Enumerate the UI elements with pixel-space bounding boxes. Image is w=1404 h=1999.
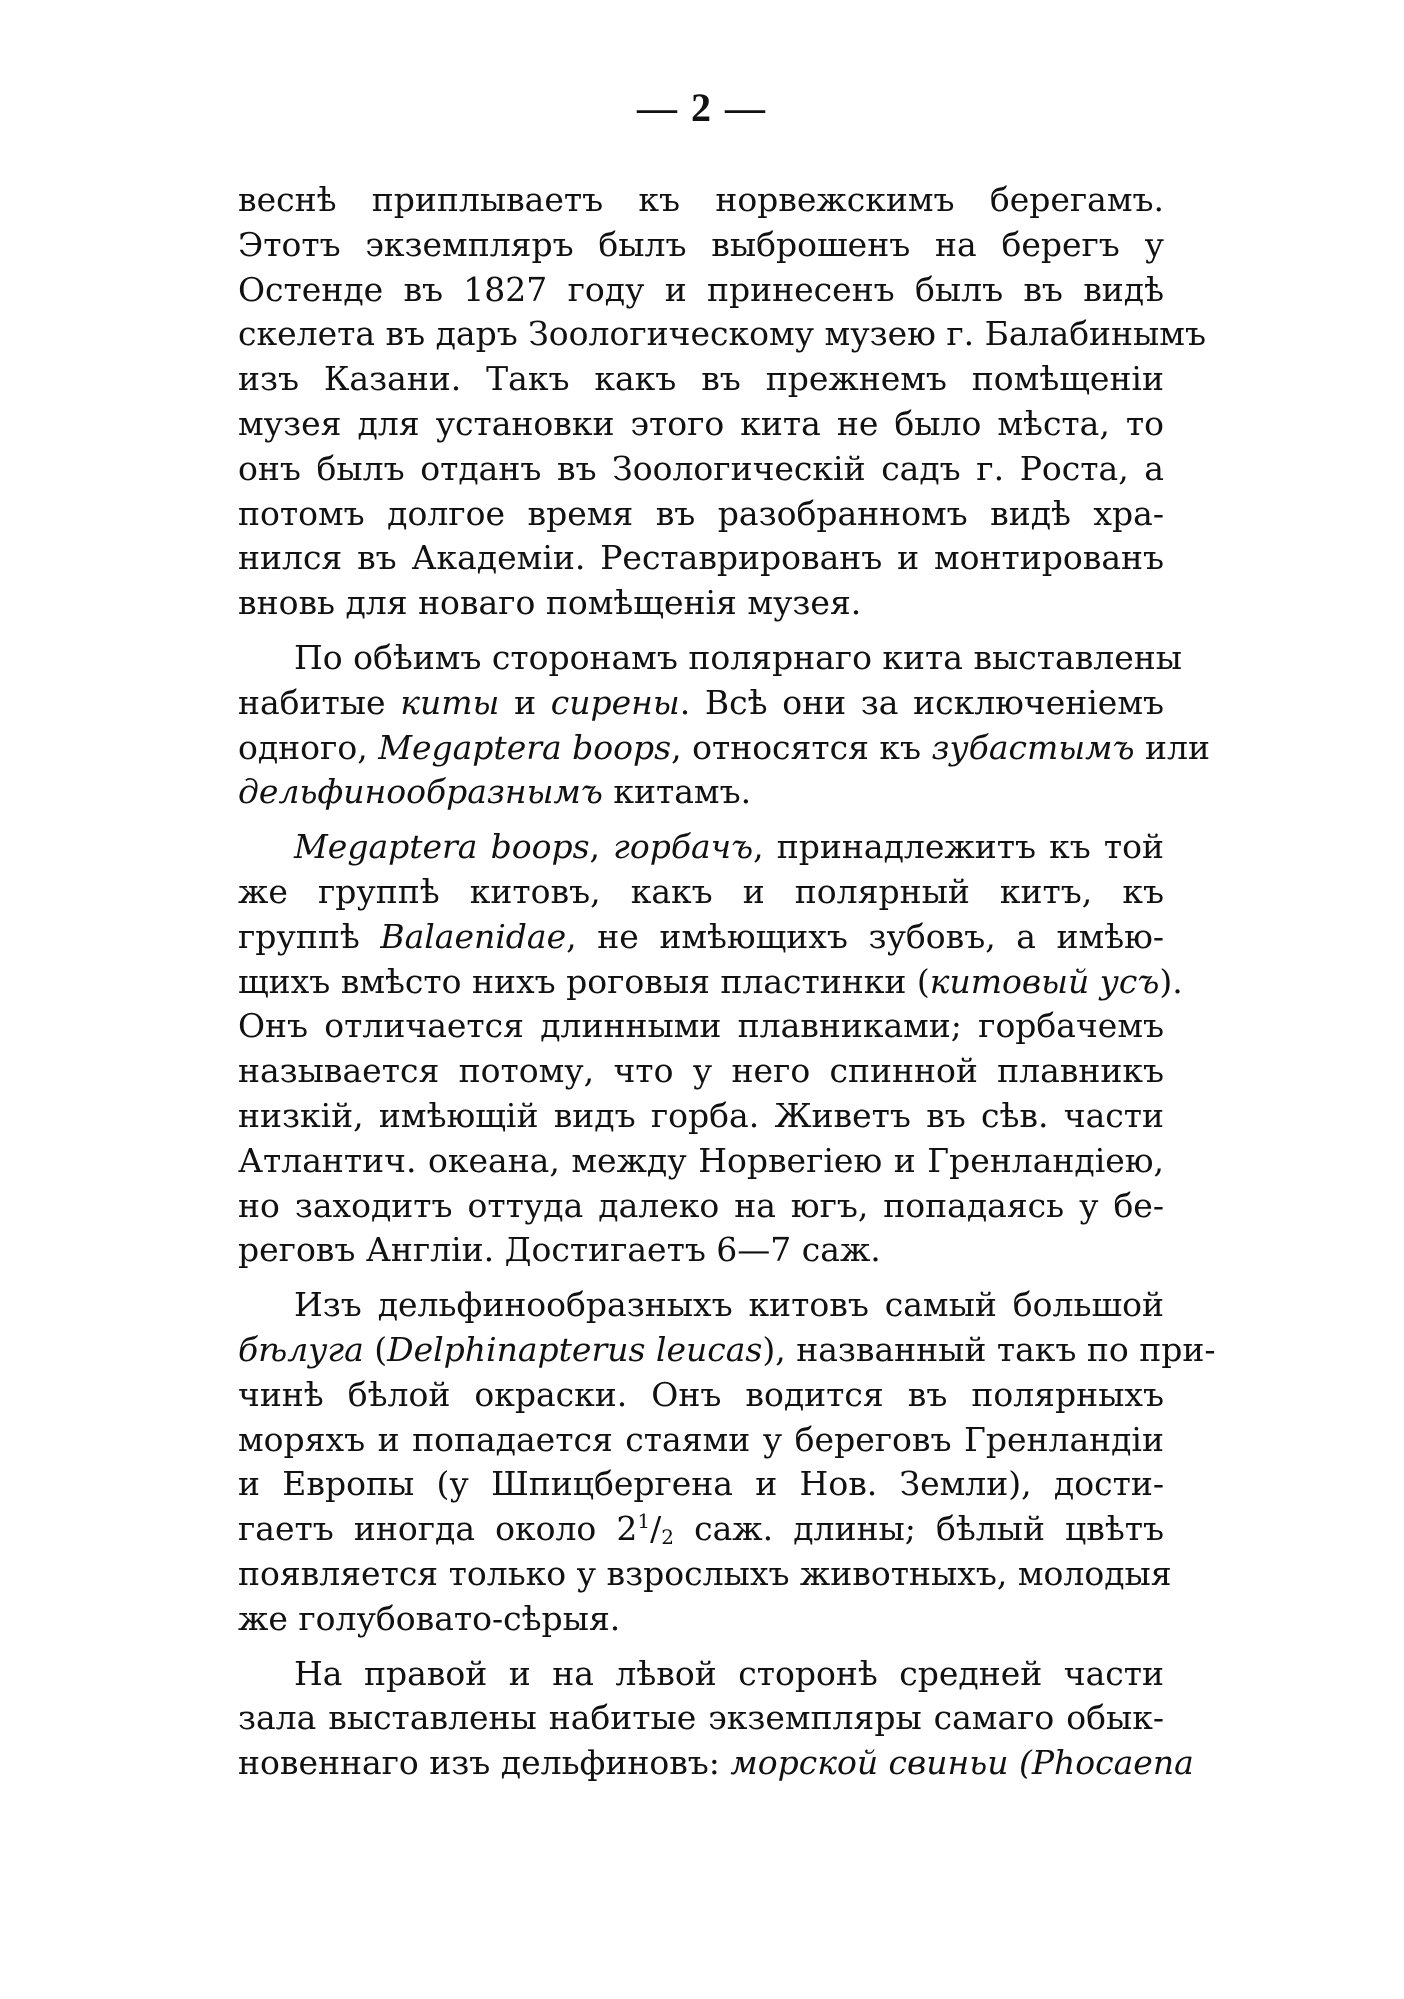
text-line: Этотъ экземпляръ былъ выброшенъ на берегъ у [238,224,1164,264]
text-line: набитые киты и сирены. Всѣ они за исключеніемъ [238,682,1164,722]
paragraph-3 [238,825,1183,1273]
text-line: вновь для новаго помѣщенія музея. [238,583,862,623]
text-line: онъ былъ отданъ въ Зоологическій садъ г. Роста, а [238,448,1164,488]
text-line: низкій, имѣющій видъ горба. Живетъ въ сѣв. части [238,1095,1164,1135]
text-line: новеннаго изъ дельфиновъ: морской свиньи (Phocaena [238,1743,1194,1783]
text-line: но заходитъ оттуда далеко на югъ, попадаясь у бе- [238,1185,1164,1225]
body-text [238,178,1216,1786]
text-line: одного, Megaptera boops, относятся къ зубастымъ или [238,727,1210,767]
text-line: бѣлуга (Delphinapterus leucas), названный такъ по при- [238,1329,1216,1369]
text-line: нился въ Академіи. Реставрированъ и монтированъ [238,538,1164,578]
text-line: потомъ долгое время въ разобранномъ видѣ хра- [238,493,1164,533]
text-line: На правой и на лѣвой сторонѣ средней части [294,1653,1164,1693]
paragraph-5 [238,1652,1194,1786]
text-line: же группѣ китовъ, какъ и полярный китъ, къ [238,871,1164,911]
text-line: и Европы (у Шпицбергена и Нов. Земли), дости- [238,1464,1164,1504]
text-line: Остенде въ 1827 году и принесенъ былъ въ видѣ [238,269,1164,309]
text-line: Атлантич. океана, между Норвегіею и Гренландіею, [238,1140,1164,1180]
paragraph-1 [238,178,1206,626]
text-line: реговъ Англіи. Достигаетъ 6—7 саж. [238,1230,881,1270]
paragraph-2 [238,636,1210,815]
text-line: моряхъ и попадается стаями у береговъ Гренландіи [238,1419,1164,1459]
text-line: музея для установки этого кита не было мѣста, то [238,403,1164,443]
text-line: Megaptera boops, горбачъ, принадлежитъ къ той [294,827,1164,867]
text-line: щихъ вмѣсто нихъ роговыя пластинки (китовый усъ). [238,961,1183,1001]
text-line: Онъ отличается длинными плавниками; горбачемъ [238,1006,1164,1046]
text-line: чинѣ бѣлой окраски. Онъ водится въ полярныхъ [238,1374,1164,1414]
text-line: гаетъ иногда около $2^1/_2$ саж. длины; бѣлый цвѣтъ [238,1509,1164,1550]
text-line: зала выставлены набитые экземпляры самаго обык- [238,1698,1164,1738]
text-line: изъ Казани. Такъ какъ въ прежнемъ помѣщеніи [238,359,1164,399]
paragraph-4 [238,1283,1216,1641]
text-line: дельфинообразнымъ китамъ. [238,772,752,812]
text-line: появляется только у взрослыхъ животныхъ, молодыя [238,1553,1172,1593]
text-line: По обѣимъ сторонамъ полярнаго кита выставлены [294,637,1183,677]
text-line: скелета въ даръ Зоологическому музею г. Балабинымъ [238,314,1206,354]
text-line: группѣ Balaenidae, не имѣющихъ зубовъ, а имѣю- [238,916,1164,956]
text-line: Изъ дельфинообразныхъ китовъ самый большой [294,1285,1164,1325]
text-line: же голубовато-сѣрыя. [238,1598,621,1638]
text-line: называется потому, что у него спинной плавникъ [238,1051,1164,1091]
text-line: веснѣ приплываетъ къ норвежскимъ берегамъ. [238,180,1164,219]
page-number: — 2 — [637,85,767,130]
